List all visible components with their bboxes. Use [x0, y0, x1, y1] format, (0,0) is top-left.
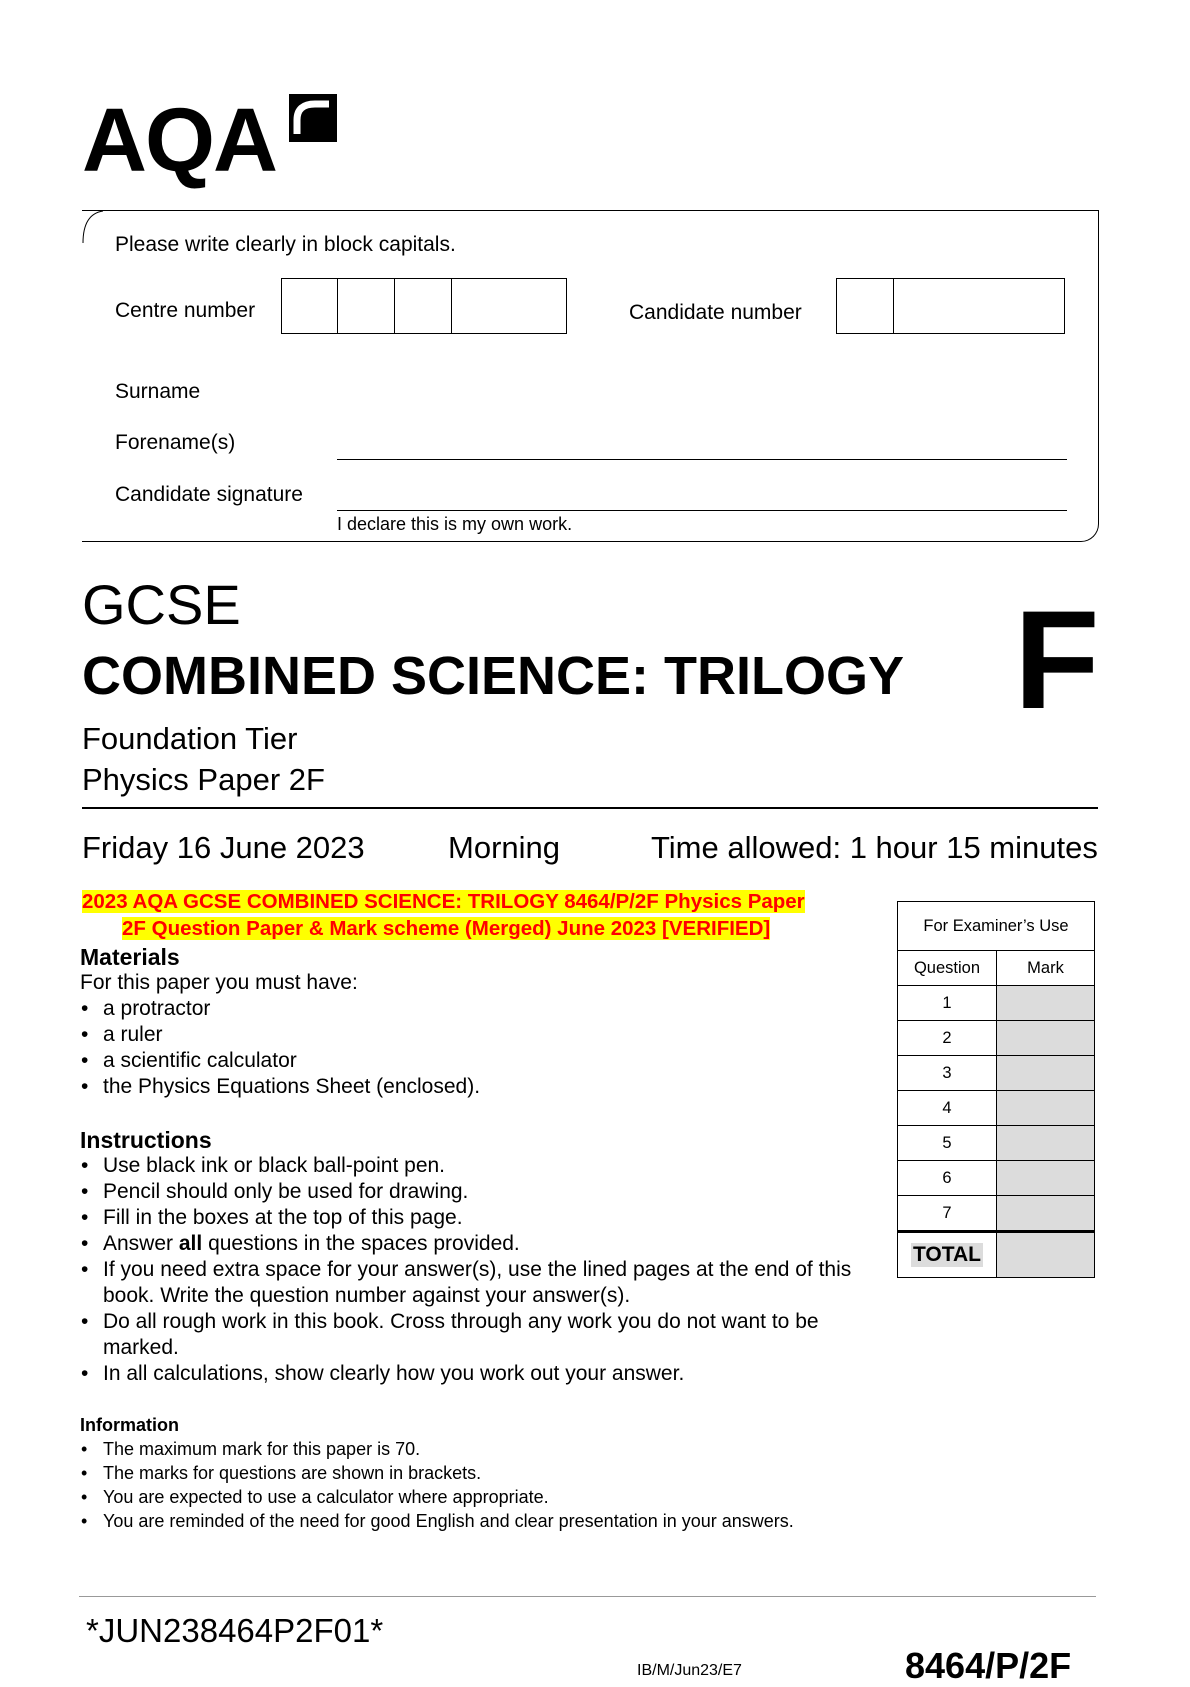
centre-number-box-4[interactable] — [451, 278, 567, 334]
question-number: 4 — [898, 1091, 997, 1125]
materials-item: • a ruler — [80, 1022, 880, 1048]
question-number: 5 — [898, 1126, 997, 1160]
mark-cell[interactable] — [997, 1196, 1094, 1230]
question-number: 6 — [898, 1161, 997, 1195]
examiner-table-header — [898, 951, 1094, 986]
centre-number-box-1[interactable] — [281, 278, 338, 334]
banner-line-2: 2F Question Paper & Mark scheme (Merged) June 2023 [VERIFIED] — [122, 917, 771, 940]
paper-name: Physics Paper 2F — [82, 762, 325, 797]
materials-intro: For this paper you must have: — [80, 971, 358, 994]
instruction-item: • In all calculations, show clearly how you work out your answer. — [80, 1361, 880, 1387]
mark-column-header: Mark — [997, 951, 1094, 985]
document-banner — [82, 888, 872, 942]
mark-cell[interactable] — [997, 1161, 1094, 1195]
materials-item: • a scientific calculator — [80, 1048, 880, 1074]
forename-label: Forename(s) — [115, 431, 236, 454]
mark-cell[interactable] — [997, 1126, 1094, 1160]
table-row — [898, 1126, 1094, 1161]
materials-item: • a protractor — [80, 996, 880, 1022]
question-column-header: Question — [898, 951, 997, 985]
materials-item: • the Physics Equations Sheet (enclosed). — [80, 1074, 880, 1100]
instruction-item: • Do all rough work in this book. Cross through any work you do not want to be marked. — [80, 1309, 880, 1361]
mark-cell[interactable] — [997, 1091, 1094, 1125]
materials-list — [80, 996, 880, 1100]
paper-code: 8464/P/2F — [905, 1645, 1072, 1686]
instruction-item: • Use black ink or black ball-point pen. — [80, 1153, 880, 1179]
qualification-title: GCSE — [82, 573, 241, 636]
information-item: • The maximum mark for this paper is 70. — [80, 1437, 900, 1461]
instructions-heading: Instructions — [80, 1127, 212, 1153]
examiner-table-title: For Examiner’s Use — [898, 902, 1094, 951]
materials-section — [80, 944, 880, 1100]
information-list — [80, 1437, 900, 1533]
information-heading: Information — [80, 1415, 179, 1435]
centre-number-label: Centre number — [115, 299, 256, 322]
total-label: TOTAL — [898, 1233, 997, 1277]
name-field-line[interactable] — [337, 459, 1067, 460]
candidate-number-box-1[interactable] — [836, 278, 894, 334]
information-item: • You are reminded of the need for good English and clear presentation in your answers. — [80, 1509, 900, 1533]
centre-number-box-3[interactable] — [394, 278, 452, 334]
information-item: • You are expected to use a calculator where appropriate. — [80, 1485, 900, 1509]
information-item: • The marks for questions are shown in brackets. — [80, 1461, 900, 1485]
table-row — [898, 1091, 1094, 1126]
instructions-list — [80, 1153, 880, 1387]
table-row — [898, 1161, 1094, 1196]
mark-cell[interactable] — [997, 986, 1094, 1020]
question-number: 7 — [898, 1196, 997, 1230]
instruction-item — [80, 1231, 880, 1257]
candidate-number-box-2[interactable] — [893, 278, 1065, 334]
table-row — [898, 1196, 1094, 1231]
document-reference: IB/M/Jun23/E7 — [637, 1662, 742, 1679]
answer-emphasis: all — [178, 1232, 203, 1255]
centre-number-box-2[interactable] — [337, 278, 395, 334]
question-number: 2 — [898, 1021, 997, 1055]
tier-letter: F — [1014, 581, 1100, 738]
mark-cell[interactable] — [997, 1021, 1094, 1055]
materials-heading: Materials — [80, 944, 180, 970]
candidate-signature-label: Candidate signature — [115, 483, 303, 506]
block-capitals-instruction: Please write clearly in block capitals. — [115, 233, 456, 256]
title-divider — [82, 807, 1098, 809]
instruction-item: • If you need extra space for your answer(s), use the lined pages at the end of this book. Write the question number against your answer(s). — [80, 1257, 880, 1309]
question-number: 3 — [898, 1056, 997, 1090]
table-row — [898, 1021, 1094, 1056]
instructions-section — [80, 1127, 880, 1387]
mark-cell[interactable] — [997, 1056, 1094, 1090]
tier-name: Foundation Tier — [82, 721, 298, 756]
box-corner-decoration — [82, 210, 104, 244]
examiner-use-table — [897, 901, 1095, 1278]
aqa-logo: AQA — [82, 91, 276, 191]
subject-title: COMBINED SCIENCE: TRILOGY — [82, 646, 905, 706]
total-row — [898, 1231, 1094, 1277]
answer-rest: questions in the spaces provided. — [208, 1232, 520, 1255]
instruction-item: • Fill in the boxes at the top of this page. — [80, 1205, 880, 1231]
exam-session: Morning — [448, 830, 560, 865]
footer-divider — [79, 1596, 1096, 1597]
barcode-text: *JUN238464P2F01* — [86, 1612, 384, 1649]
surname-label: Surname — [115, 380, 201, 403]
information-section — [80, 1413, 900, 1533]
candidate-number-label: Candidate number — [629, 301, 802, 324]
table-row — [898, 1056, 1094, 1091]
banner-line-1: 2023 AQA GCSE COMBINED SCIENCE: TRILOGY 8464/P/2F Physics Paper — [82, 890, 805, 913]
exam-date: Friday 16 June 2023 — [82, 830, 365, 865]
instruction-item: • Pencil should only be used for drawing. — [80, 1179, 880, 1205]
question-number: 1 — [898, 986, 997, 1020]
declaration-text: I declare this is my own work. — [337, 514, 573, 534]
total-mark-cell[interactable] — [997, 1233, 1094, 1277]
signature-field-line[interactable] — [337, 510, 1067, 511]
answer-prefix: Answer — [103, 1232, 179, 1255]
table-row — [898, 986, 1094, 1021]
aqa-logo-mark-icon — [285, 90, 341, 146]
time-allowed: Time allowed: 1 hour 15 minutes — [651, 830, 1098, 865]
